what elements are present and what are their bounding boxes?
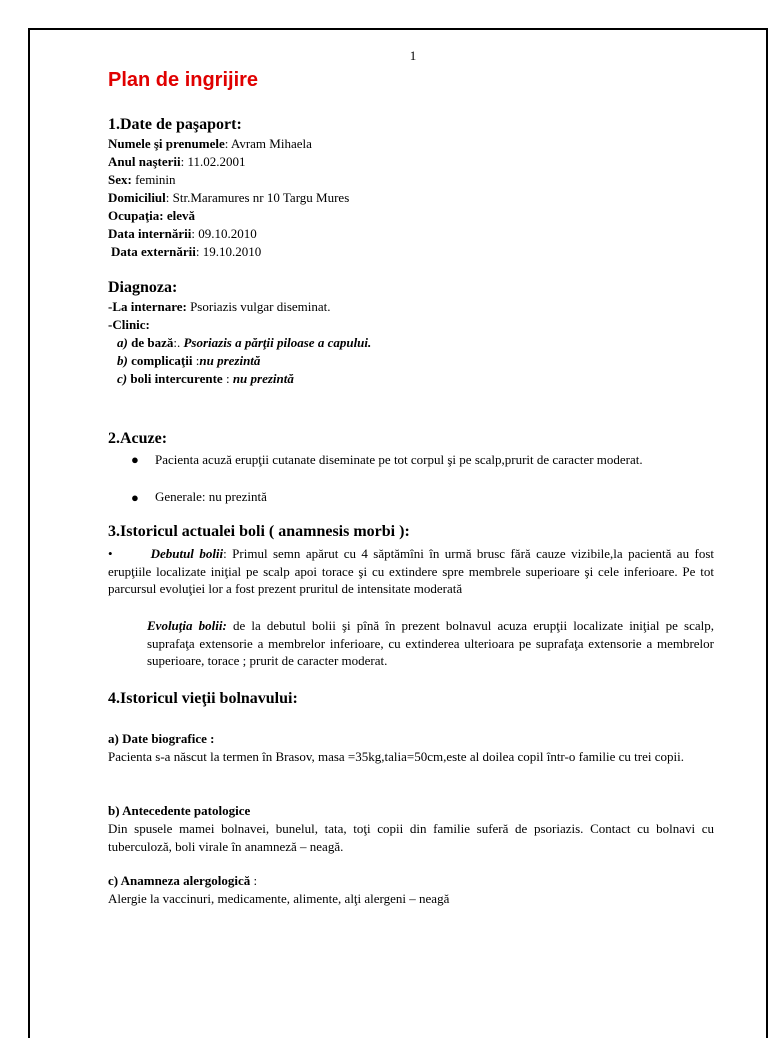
- occupation-value: elevă: [163, 208, 196, 223]
- passport-heading: 1.Date de paşaport:: [108, 116, 242, 133]
- allergy-text: Alergie la vaccinuri, medicamente, alimente, alţi alergeni – neagă: [108, 891, 450, 906]
- diagnosis-admission-line: [108, 299, 331, 315]
- diagnosis-admission-value: Psoriazis vulgar diseminat.: [186, 299, 331, 314]
- diagnosis-admission-label: -La internare:: [108, 299, 187, 314]
- diagnosis-item-label: boli intercurente: [127, 371, 223, 386]
- occupation-label: Ocupaţia:: [108, 208, 164, 223]
- onset-paragraph: [108, 545, 714, 598]
- bullet-icon: ●: [131, 490, 139, 505]
- bullet-icon: •: [108, 546, 113, 561]
- diagnosis-item-sep: :.: [173, 335, 184, 350]
- diagnosis-heading: Diagnoza:: [108, 279, 178, 296]
- onset-label: Debutul bolii: [150, 546, 224, 561]
- evolution-label: Evoluţia bolii:: [147, 618, 227, 633]
- diagnosis-item: [117, 335, 371, 351]
- diagnosis-item: [117, 353, 260, 369]
- evolution-text: de la debutul bolii şi pînă în prezent bolnavul acuza erupţii localizate iniţial pe scalp, suprafaţa extensorie a membrelor inferioare, cu extinderea ulterioara pe suprafaţa extensorie a membrelor superioare, torace ; prurit de caracter moderat.: [147, 618, 715, 668]
- complaint-bullet-2: Generale: nu prezintă: [155, 489, 267, 504]
- birth-line: [108, 154, 245, 170]
- diagnosis-item-marker: a): [117, 335, 128, 350]
- bio-heading: a) Date biografice :: [108, 731, 215, 746]
- diagnosis-item-label: de bază: [127, 335, 174, 350]
- name-line: [108, 136, 312, 152]
- page-number: 1: [409, 48, 417, 63]
- diagnosis-item-label: complicaţii: [127, 353, 193, 368]
- diagnosis-item-sep: :: [192, 353, 200, 368]
- home-label: Domiciliul: [108, 190, 166, 205]
- pathology-text: Din spusele mamei bolnavei, bunelul, tata, toţi copii din familie suferă de psoriazis. Contact cu bolnavi cu tuberculoză, boli virale în anamneză – neagă.: [108, 821, 714, 854]
- diagnosis-item-value: Psoriazis a părţii piloase a capului.: [183, 335, 372, 350]
- complaint-bullet-1: Pacienta acuză erupţii cutanate diseminate pe tot corpul şi pe scalp,prurit de caracter moderat.: [155, 452, 643, 467]
- sex-label: Sex:: [108, 172, 132, 187]
- birth-value: : 11.02.2001: [180, 154, 246, 169]
- admission-value: : 09.10.2010: [191, 226, 257, 241]
- allergy-sep: :: [250, 873, 258, 888]
- complaints-heading: 2.Acuze:: [108, 430, 168, 447]
- history-heading: 3.Istoricul actualei boli ( anamnesis morbi ):: [108, 523, 410, 540]
- pathology-heading: b) Antecedente patologice: [108, 803, 251, 818]
- sex-value: feminin: [131, 172, 176, 187]
- diagnosis-item-value: nu prezintă: [232, 371, 294, 386]
- admission-label: Data internării: [108, 226, 192, 241]
- admission-line: [108, 226, 257, 242]
- name-value: : Avram Mihaela: [224, 136, 312, 151]
- allergy-heading-line: [108, 873, 257, 889]
- diagnosis-item-marker: b): [117, 353, 128, 368]
- diagnosis-item-sep: :: [222, 371, 233, 386]
- birth-label: Anul naşterii: [108, 154, 181, 169]
- bio-text: Pacienta s-a născut la termen în Brasov, masa =35kg,talia=50cm,este al doilea copil într-o familie cu trei copii.: [108, 749, 684, 764]
- diagnosis-clinic-label: -Clinic:: [108, 317, 150, 332]
- occupation-line: [108, 208, 195, 224]
- discharge-value: : 19.10.2010: [195, 244, 262, 259]
- home-value: : Str.Maramures nr 10 Targu Mures: [165, 190, 350, 205]
- life-heading: 4.Istoricul vieţii bolnavului:: [108, 690, 298, 707]
- discharge-label: Data externării: [111, 244, 196, 259]
- diagnosis-item-marker: c): [117, 371, 128, 386]
- discharge-line: [111, 244, 261, 260]
- onset-text: : Primul semn apărut cu 4 săptămîni în urmă brusc fără cauze vizibile,la pacientă au fost erupţiile localizate iniţial pe scalp apoi torace şi cu extindere spre membrele superioare şi cele inferioare. Pe tot parcursul evoluţiei lor a fost prezent pruritul de intensitate moderată: [108, 546, 714, 596]
- name-label: Numele şi prenumele: [108, 136, 225, 151]
- document-title: Plan de ingrijire: [108, 69, 259, 91]
- evolution-paragraph: [147, 617, 714, 670]
- allergy-heading: c) Anamneza alergologică: [108, 873, 251, 888]
- diagnosis-item-value: nu prezintă: [199, 353, 261, 368]
- sex-line: [108, 172, 176, 188]
- home-line: [108, 190, 349, 206]
- bullet-icon: ●: [131, 452, 139, 467]
- diagnosis-item: [117, 371, 294, 387]
